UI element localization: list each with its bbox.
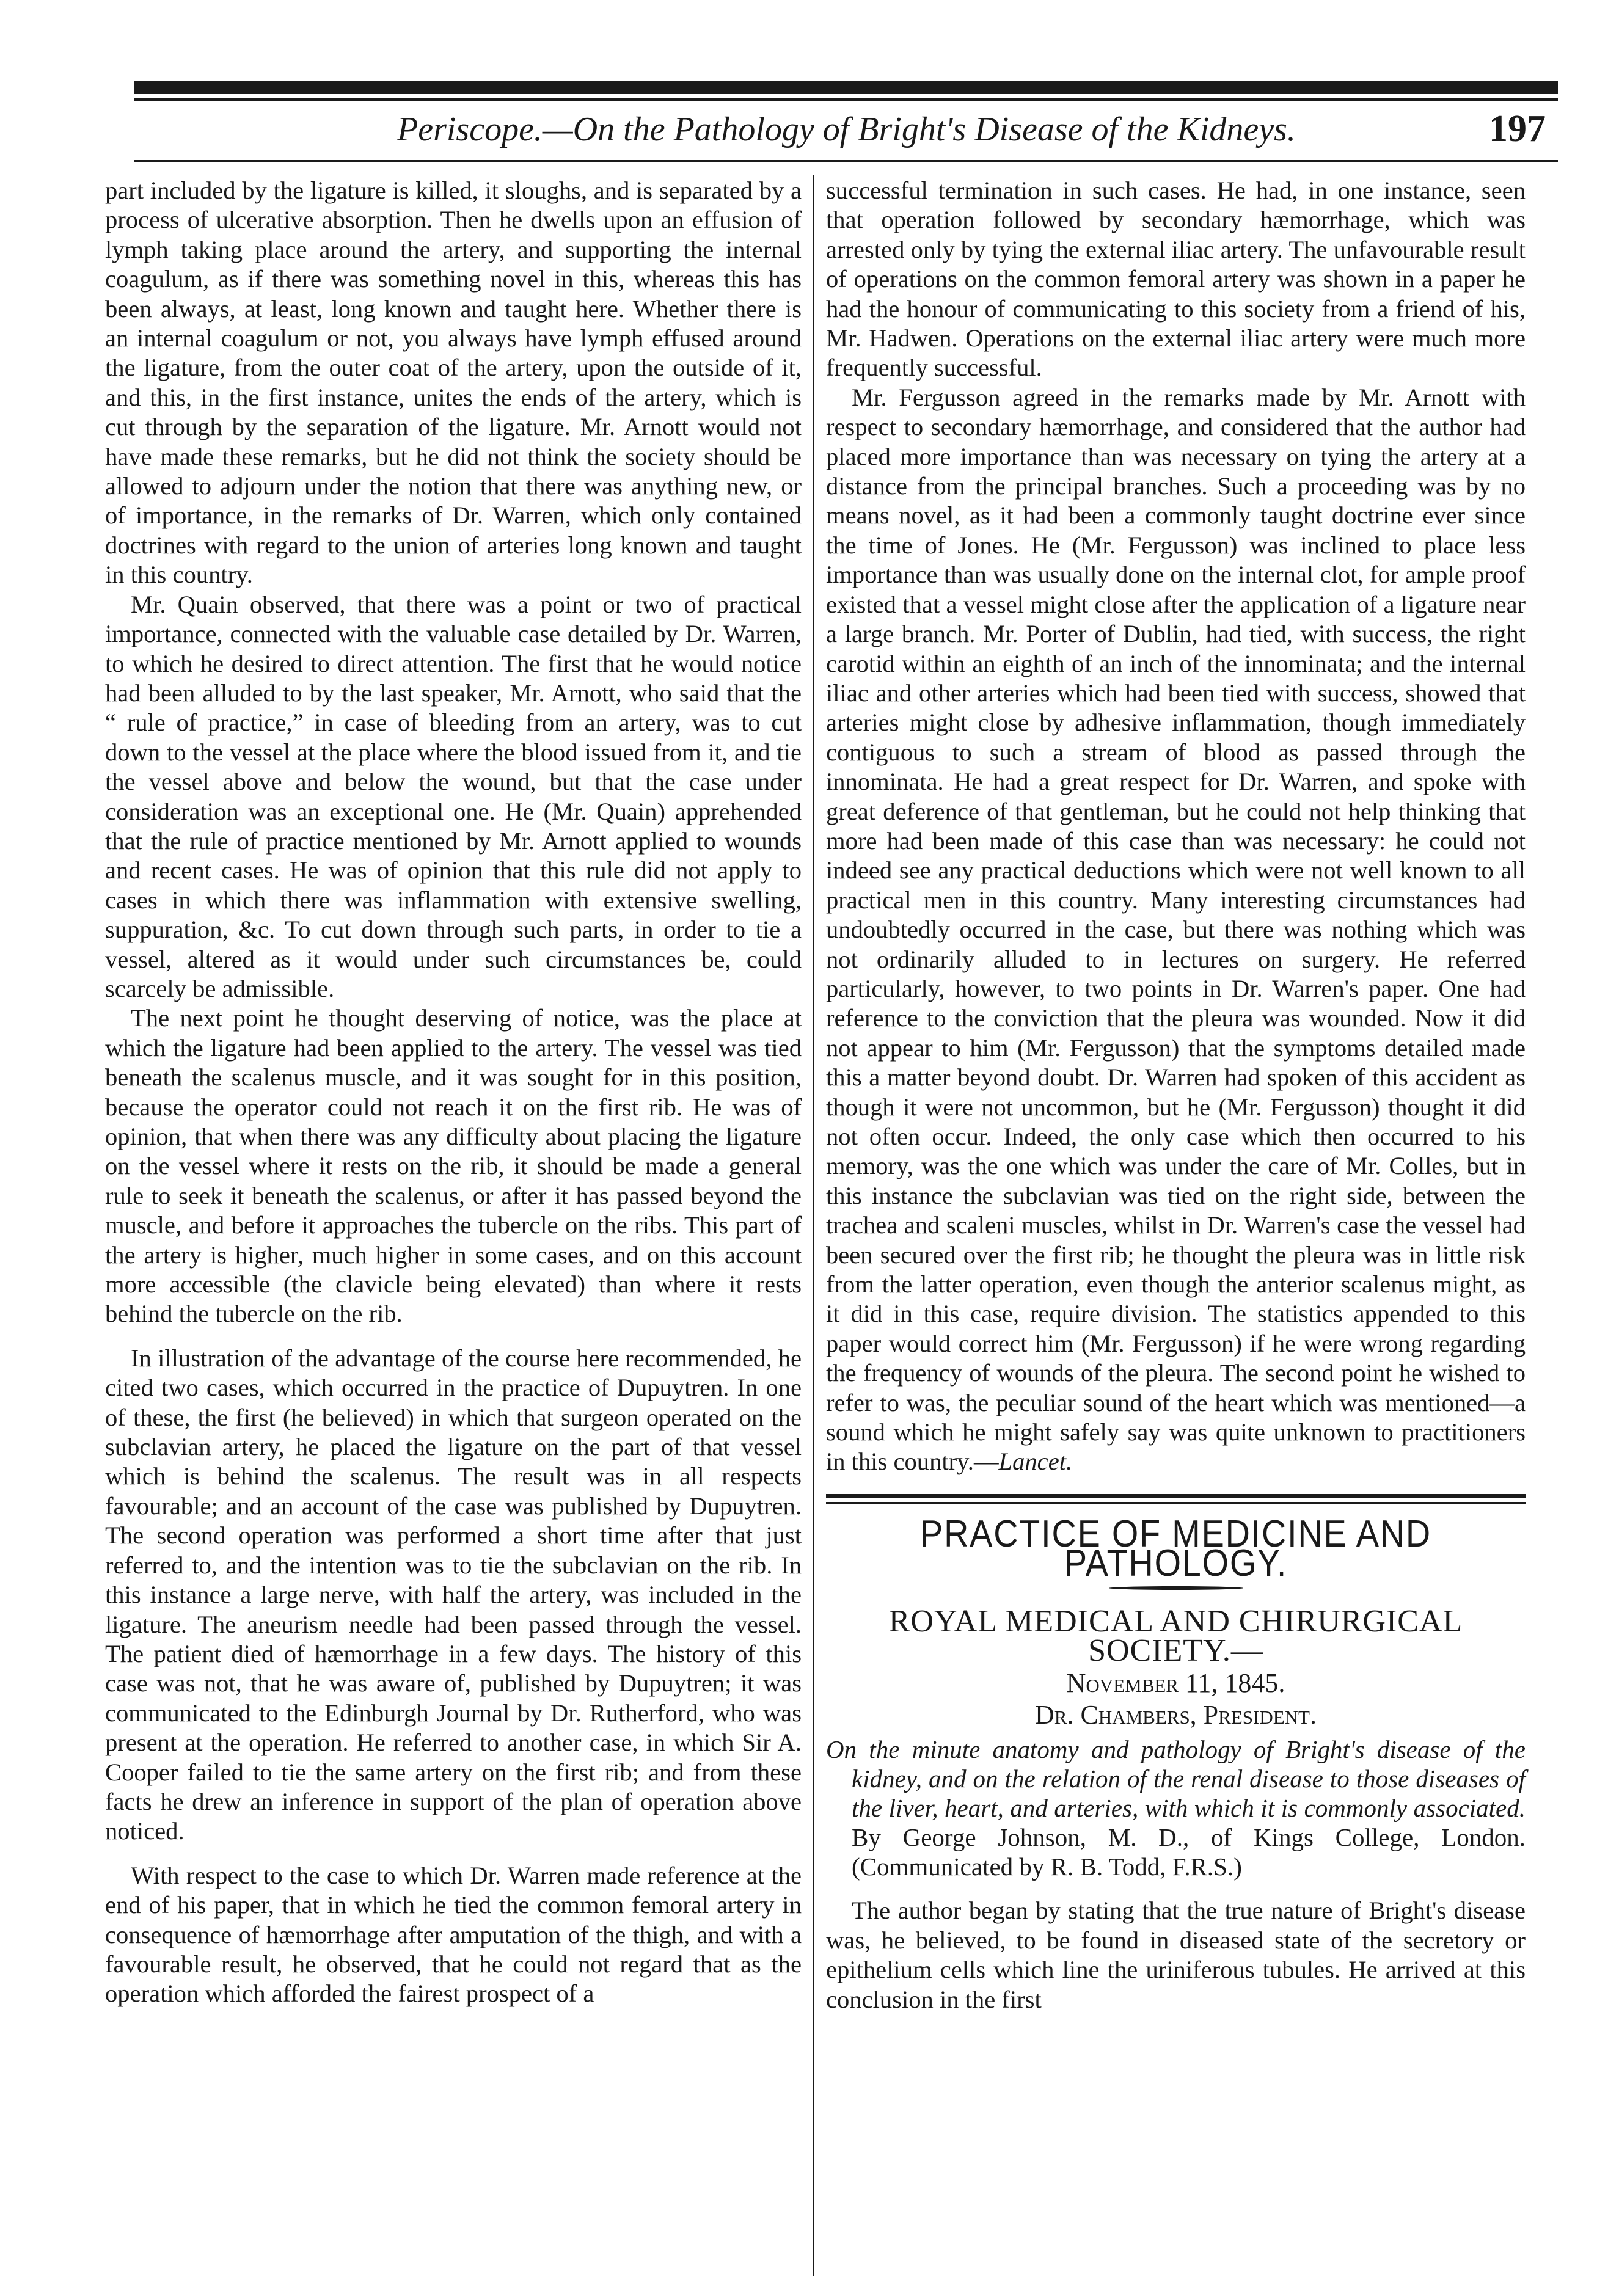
left-paragraph-1: part included by the ligature is killed, it sloughs, and is separated by a process of ulcerative absorption. Then he dwells upon an effusion of lymph taking place around the artery, and supporting the internal coagulum, as if there was something novel in this, whereas this has been always, at least, long known and taught here. Whether there is an internal coagulum or not, you always have lymph effused around the ligature, from the outer coat of the artery, upon the outside of it, and this, in the first instance, unites the ends of the artery, which is cut through by the separation of the ligature. Mr. Arnott would not have made these remarks, but he did not think the society should be allowed to adjourn under the notion that there was anything new, or of importance, in the remarks of Dr. Warren, which only contained doctrines with regard to the union of arteries long known and taught in this country. [105, 177, 802, 589]
paper-title [826, 1735, 1526, 1881]
left-paragraph-5: With respect to the case to which Dr. Warren made reference at the end of his paper, that in which he tied the common femoral artery in consequence of hæmorrhage after amputation of the thigh, and with a favourable result, he observed, that he could not regard that as the operation which afforded the fairest prospect of a [105, 1861, 802, 2008]
running-title: Periscope.—On the Pathology of Bright's Disease of the Kidneys. [397, 111, 1296, 148]
source-citation: Lancet. [998, 1448, 1073, 1476]
running-head [134, 105, 1558, 154]
right-paragraph-2-text: Mr. Fergusson agreed in the remarks made by Mr. Arnott with respect to secondary hæmorrhage, and considered that the author had placed more importance than was necessary on tying the artery at a distance from the principal branches. Such a proceeding was by no means novel, as it had been a commonly taught doctrine ever since the time of Jones. He (Mr. Fergusson) was inclined to place less importance than was usually done on the internal clot, for ample proof existed that a vessel might close after the application of a ligature near a large branch. Mr. Porter of Dublin, had tied, with success, the right carotid within an eighth of an inch of the innominata; and the internal iliac and other arteries which had been tied with success, showed that arteries might close by adhesive inflammation, though immediately contiguous to such a stream of blood as passed through the innominata. He had a great respect for Dr. Warren, and spoke with great deference of that gentleman, but he could not help thinking that more had been made of this case than was necessary: he could not indeed see any practical deductions which were not well known to all practical men in this country. Many interesting circumstances had undoubtedly occurred in the case, but there was nothing which was not ordinarily alluded to in lectures on surgery. He referred particularly, however, to two points in Dr. Warren's paper. One had reference to the conviction that the pleura was wounded. Now it did not appear to him (Mr. Fergusson) that the symptoms detailed made this a matter beyond doubt. Dr. Warren had spoken of this accident as though it were not uncommon, but he (Mr. Fergusson) thought it did not often occur. Indeed, the only case which then occurred to his memory, was the one which was under the care of Mr. Colles, but in this instance the subclavian was tied on the right side, between the trachea and scaleni muscles, whilst in Dr. Warren's case the vessel had been secured over the first rib; he thought the pleura was in little risk from the latter operation, even though the anterior scalenus might, as it did in this case, require division. The statistics appended to this paper would correct him (Mr. Fergusson) if he were wrong regarding the frequency of wounds of the pleura. The second point he wished to refer to was, the peculiar sound of the heart which was mentioned—a sound which he might safely say was quite unknown to practitioners in this country.— [826, 383, 1526, 1476]
left-paragraph-3: The next point he thought deserving of notice, was the place at which the ligature had been applied to the artery. The vessel was tied beneath the scalenus muscle, and it was sought for in this position, because the operator could not reach it on the first rib. He was of opinion, that when there was any difficulty about placing the ligature on the vessel where it rests on the rib, it should be made a general rule to seek it beneath the scalenus, or after it has passed beyond the muscle, and before it approaches the tubercle on the ribs. This part of the artery is higher, much higher in some cases, and on this account more accessible (the clavicle being elevated) than where it rests behind the tubercle on the rib. [105, 1004, 802, 1328]
page-number: 197 [1489, 108, 1546, 150]
right-column [826, 176, 1526, 2014]
president-line: Dr. Chambers, President. [1035, 1699, 1317, 1730]
left-paragraph-2: Mr. Quain observed, that there was a point or two of practical importance, connected with the valuable case detailed by Dr. Warren, to which he desired to direct attention. The first that he would notice had been alluded to by the last speaker, Mr. Arnott, who said that the “ rule of practice,” in case of bleeding from an artery, was to cut down to the vessel at the place where the blood issued from it, and tie the vessel above and below the wound, but that the case under consideration was an exceptional one. He (Mr. Quain) apprehended that the rule of practice mentioned by Mr. Arnott applied to wounds and recent cases. He was of opinion that this rule did not apply to cases in which there was inflammation with extensive swelling, suppuration, &c. To cut down through such parts, in order to tie a vessel, altered as it would under such circumstances be, could scarcely be admissible. [105, 590, 802, 1002]
paper-title-italic: On the minute anatomy and pathology of Bright's disease of the kidney, and on the relation of the renal disease to those diseases of the liver, heart, and arteries, with which it is commonly associated. [826, 1735, 1526, 1823]
section-rule-thin [826, 1502, 1526, 1504]
right-paragraph-1: successful termination in such cases. He had, in one instance, seen that operation followed by secondary hæmorrhage, which was arrested only by tying the external iliac artery. The unfavourable result of operations on the common femoral artery was shown in a paper he had the honour of communicating to this society from a friend of his, Mr. Hadwen. Operations on the external iliac artery were much more frequently successful. [826, 177, 1526, 382]
column-divider [813, 175, 814, 2276]
section-rules [826, 1494, 1526, 1504]
header-rule-thin [134, 98, 1558, 101]
header-rule-bottom [134, 160, 1558, 162]
left-column [105, 176, 802, 2009]
section-rule-thick [826, 1494, 1526, 1498]
left-paragraph-4: In illustration of the advantage of the course here recommended, he cited two cases, which occurred in the practice of Dupuytren. In one of these, the first (he believed) in which that surgeon operated on the subclavian artery, he placed the ligature on the part of that vessel which is behind the scalenus. The result was in all respects favourable; and an account of the case was published by Dupuytren. The second operation was performed a short time after that just referred to, and the intention was to tie the subclavian on the rib. In this instance a large nerve, with half the artery, was included in the ligature. The aneurism needle had been passed through the vessel. The patient died of hæmorrhage in a few days. The history of this case was not, that he was aware of, published by Dupuytren; it was communicated to the Edinburgh Journal by Dr. Rutherford, who was present at the operation. He referred to another case, in which Sir A. Cooper failed to tie the same artery on the first rib; and from these facts he drew an inference in support of the plan of operation above noticed. [105, 1344, 802, 1845]
header-rule-thick [134, 81, 1558, 94]
meeting-date: November 11, 1845. [1066, 1667, 1285, 1698]
right-last-paragraph: The author began by stating that the true nature of Bright's disease was, he believed, to be found in diseased state of the secretory or epithelium cells which line the uriniferous tubules. He arrived at this conclusion in the first [826, 1897, 1526, 2013]
right-paragraph-2 [826, 383, 1526, 1477]
society-name: ROYAL MEDICAL AND CHIRURGICAL SOCIETY.— [888, 1603, 1463, 1669]
section-heading: PRACTICE OF MEDICINE AND PATHOLOGY. [920, 1512, 1431, 1585]
paper-byline: By George Johnson, M. D., of Kings College, London. (Communicated by R. B. Todd, F.R.S.) [852, 1823, 1526, 1881]
ornament-rule [1109, 1586, 1243, 1590]
